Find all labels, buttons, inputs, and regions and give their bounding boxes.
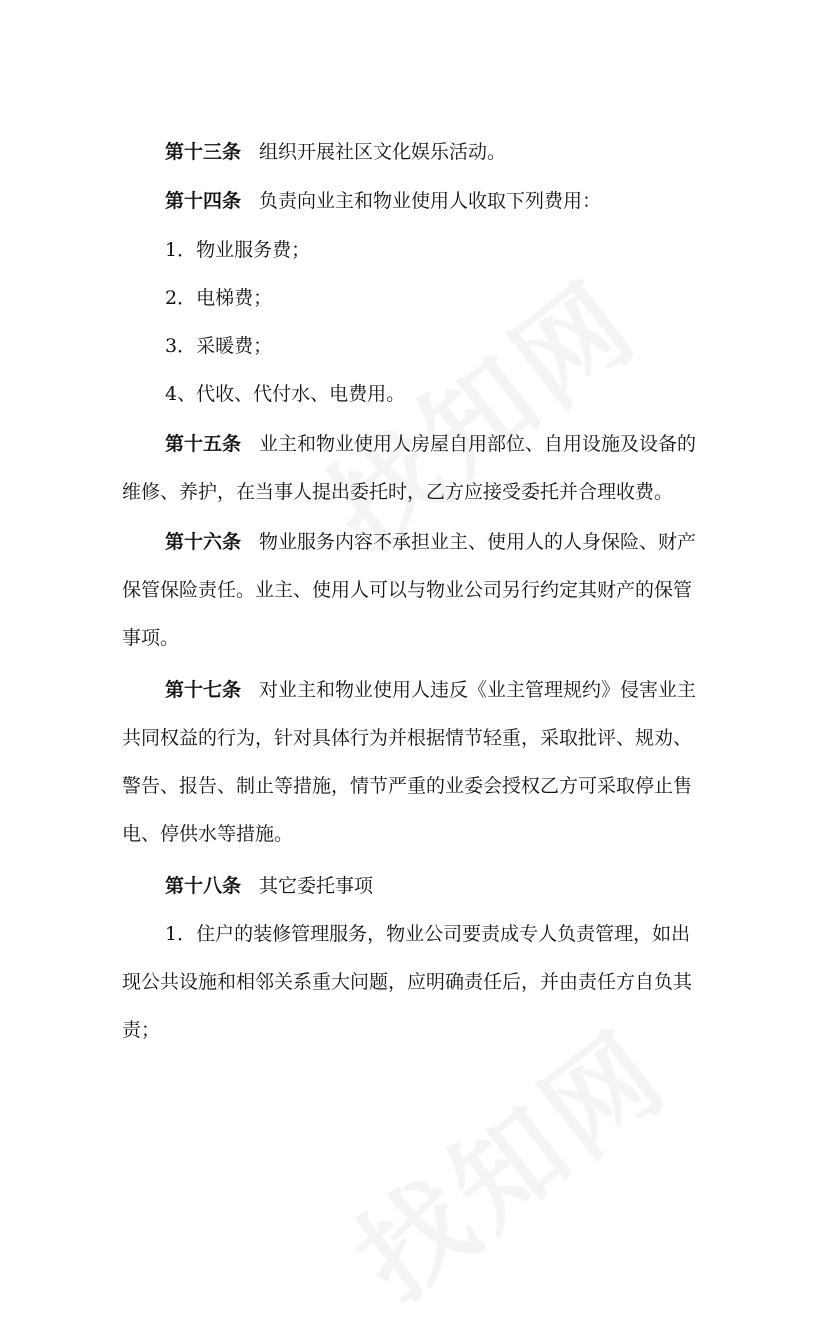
list-item: 4、代收、代付水、电费用。 (165, 383, 406, 405)
article-label: 第十四条 (165, 190, 242, 212)
article-label: 第十三条 (165, 141, 242, 163)
article-text: 维修、养护，在当事人提出委托时，乙方应接受委托并合理收费。 (122, 481, 674, 503)
article-15 (122, 420, 722, 516)
article-label: 第十五条 (165, 433, 242, 455)
article-text: 事项。 (122, 627, 180, 649)
article-text: 物业服务内容不承担业主、使用人的人身保险、财产 (259, 531, 697, 553)
list-item: 3．采暖费； (165, 335, 273, 357)
article-14 (122, 177, 722, 225)
article-13 (122, 128, 722, 176)
article-text: 现公共设施和相邻关系重大问题，应明确责任后，并由责任方自负其 (122, 971, 693, 993)
article-text: 1．住户的装修管理服务，物业公司要责成专人负责管理，如出 (165, 923, 691, 945)
article-text: 保管保险责任。业主、使用人可以与物业公司另行约定其财产的保管 (122, 579, 693, 601)
article-16 (122, 518, 722, 662)
article-text: 责； (122, 1019, 161, 1041)
article-label: 第十六条 (165, 531, 242, 553)
article-text: 组织开展社区文化娱乐活动。 (259, 141, 507, 163)
article-text: 负责向业主和物业使用人收取下列费用： (259, 190, 602, 212)
article-text: 电、停供水等措施。 (122, 823, 294, 845)
article-text: 对业主和物业使用人违反《业主管理规约》侵害业主 (259, 679, 697, 701)
article-text: 业主和物业使用人房屋自用部位、自用设施及设备的 (259, 433, 697, 455)
list-item: 2．电梯费； (165, 287, 273, 309)
list-item: 1．物业服务费； (165, 239, 311, 261)
article-label: 第十八条 (165, 875, 242, 897)
fee-list (122, 226, 722, 418)
article-text: 警告、报告、制止等措施，情节严重的业委会授权乙方可采取停止售 (122, 775, 693, 797)
article-text: 其它委托事项 (259, 875, 374, 897)
article-17 (122, 666, 722, 858)
article-18 (122, 862, 722, 1054)
article-text: 共同权益的行为，针对具体行为并根据情节轻重，采取批评、规劝、 (122, 727, 693, 749)
article-label: 第十七条 (165, 679, 242, 701)
